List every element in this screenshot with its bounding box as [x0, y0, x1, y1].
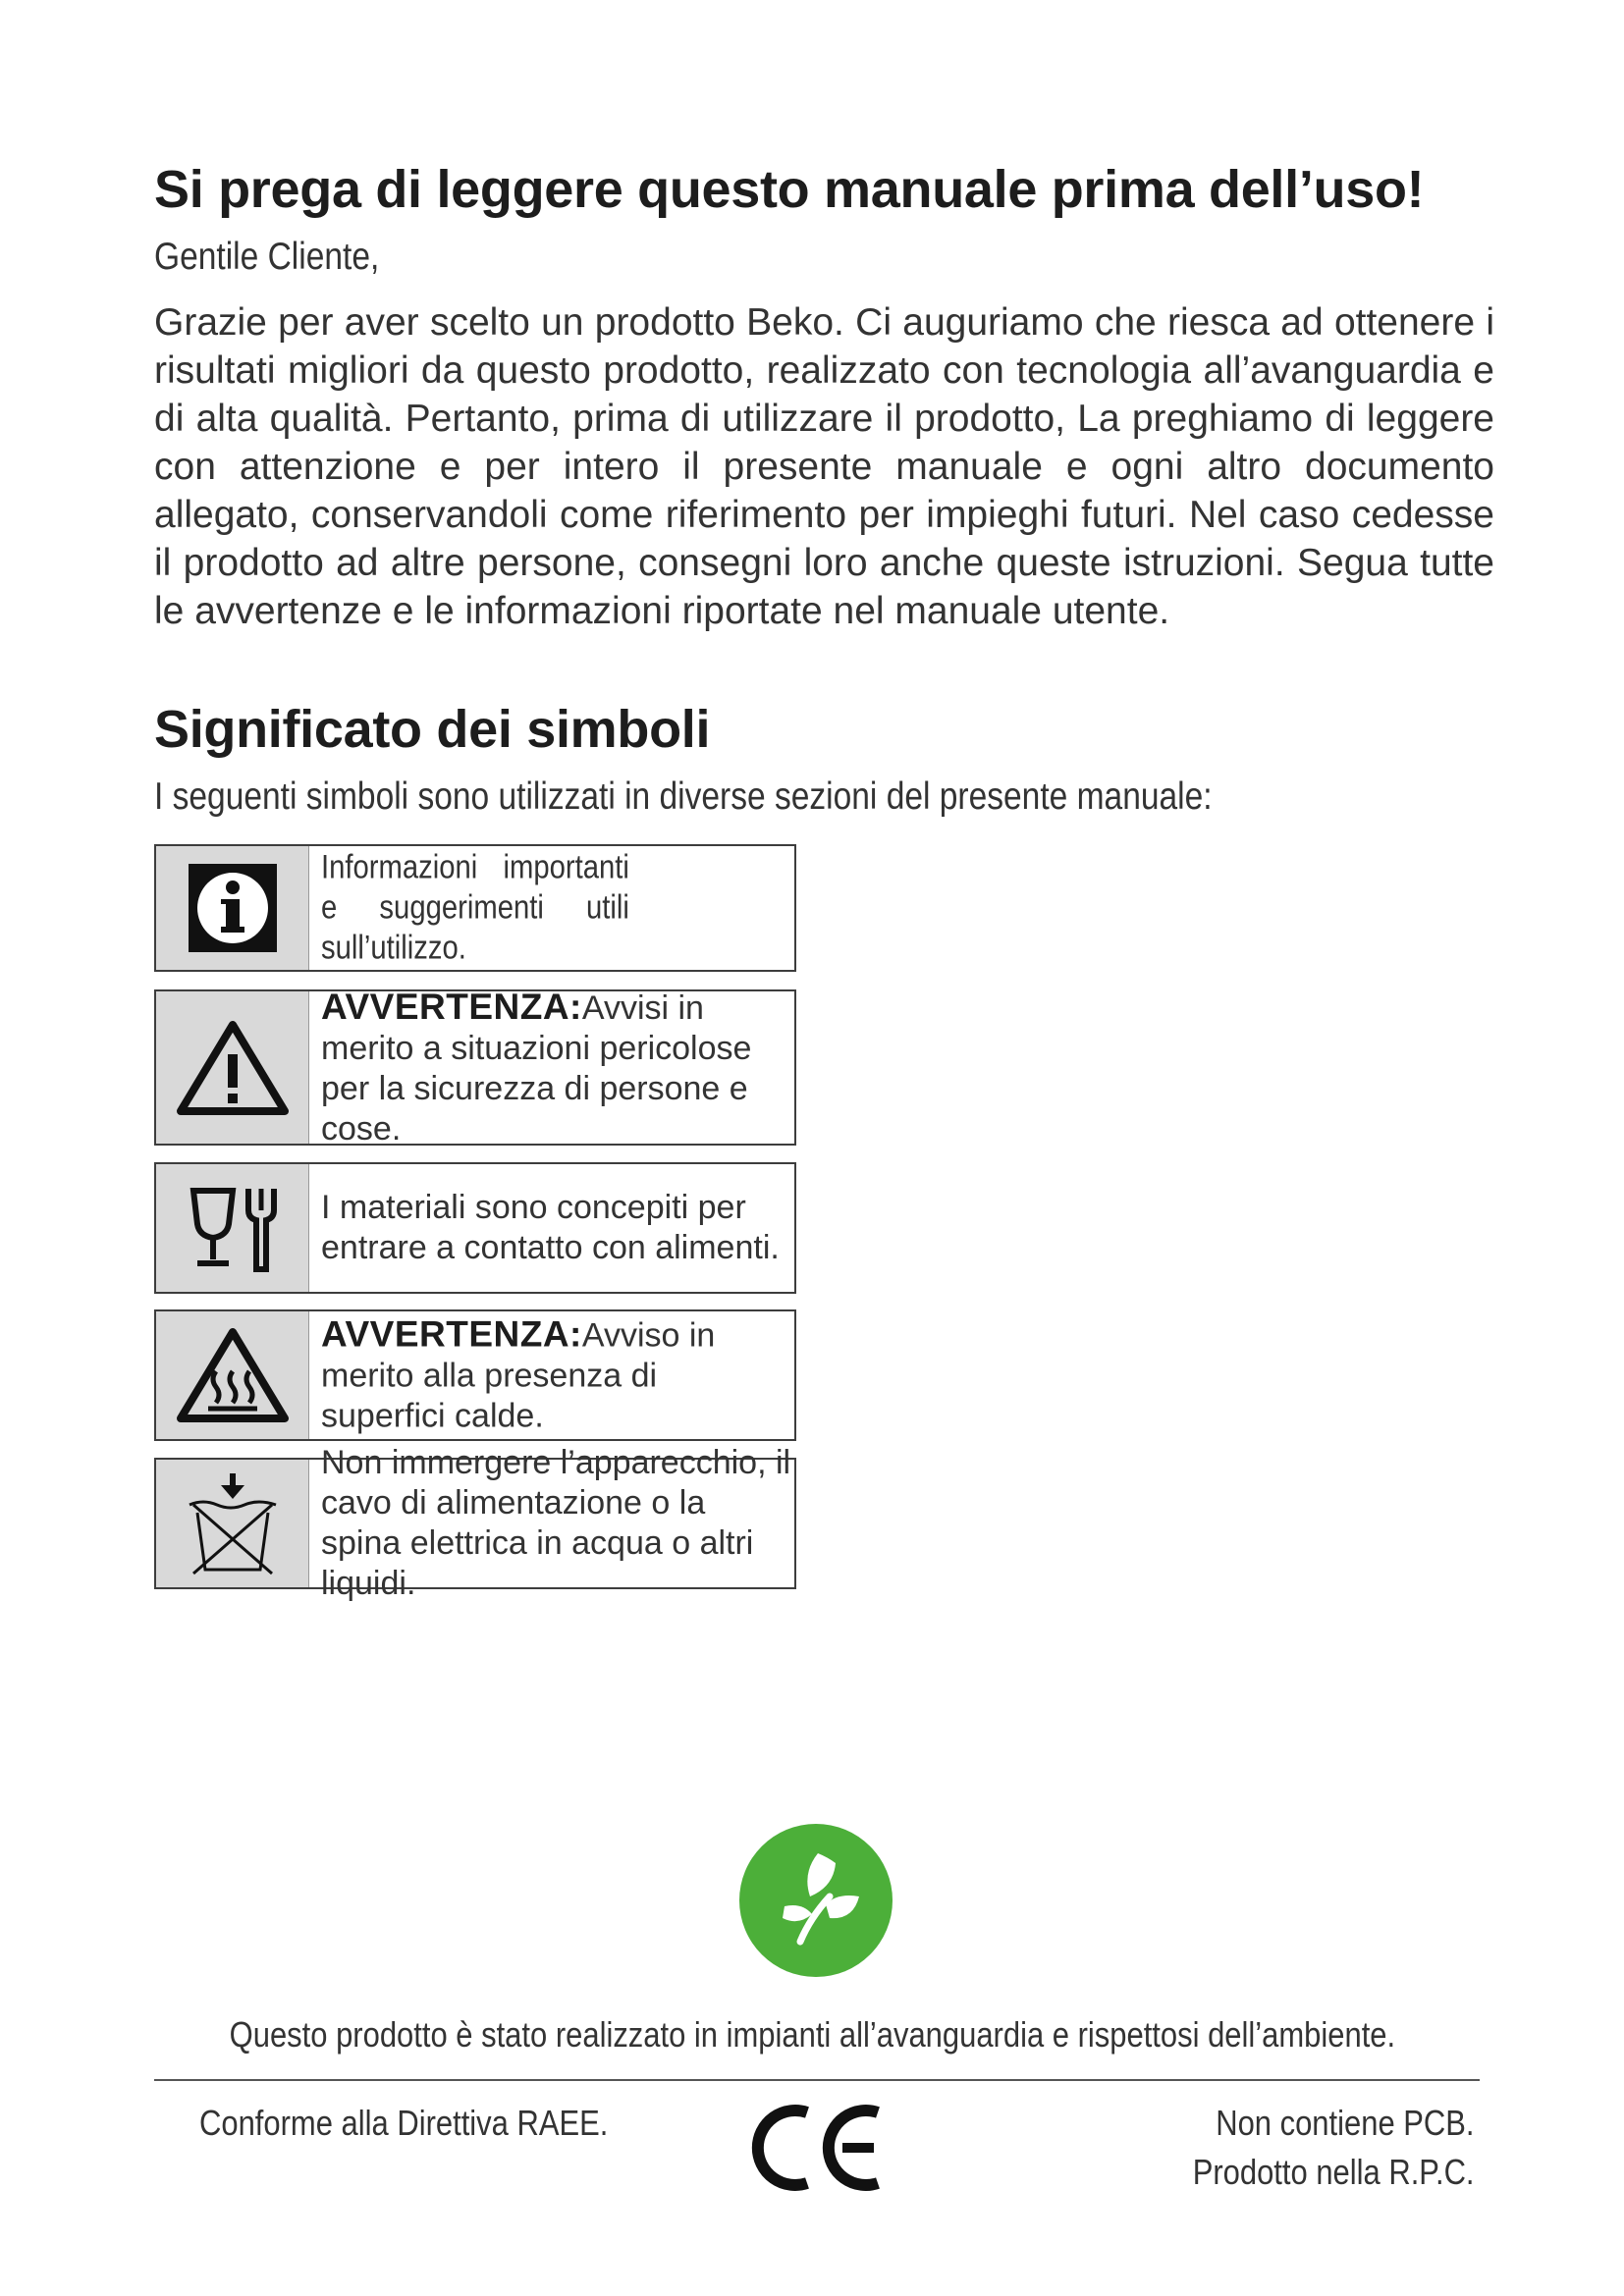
symbols-heading: Significato dei simboli: [154, 700, 711, 759]
page-title: Si prega di leggere questo manuale prima dell’uso!: [154, 160, 1425, 219]
pcb-origin-info: [1193, 2099, 1475, 2197]
symbol-row-hot: [154, 1309, 796, 1441]
symbol-row-immerse: [154, 1444, 796, 1602]
symbol-row-info: [154, 844, 796, 972]
hot-surface-icon: [156, 1311, 309, 1439]
symbol-desc: Non immergere l’apparecchio, il cavo di alimentazione o la spina elettrica in acqua o altri liquidi.: [321, 1444, 791, 1602]
symbol-text-info: [321, 848, 786, 969]
symbol-text-immerse: [321, 1443, 792, 1604]
pcb-statement: Non contiene PCB.: [1216, 2103, 1475, 2143]
symbol-text-hot: [321, 1314, 783, 1437]
symbol-desc: Avvisi in merito a situazioni pericolose per la sicurezza di persone e cose.: [321, 988, 752, 1148]
symbols-subtitle: I seguenti simboli sono utilizzati in diverse sezioni del presente manuale:: [154, 775, 1213, 818]
symbol-desc: I materiali sono concepiti per entrare a contatto con alimenti.: [321, 1189, 780, 1266]
greeting: Gentile Cliente,: [154, 236, 380, 278]
warning-label: AVVERTENZA:: [321, 986, 582, 1027]
made-in-statement: Prodotto nella R.P.C.: [1193, 2152, 1475, 2192]
do-not-immerse-icon: [156, 1460, 309, 1587]
symbol-desc: Avviso in merito alla presenza di superfici calde.: [321, 1316, 716, 1435]
warning-label: AVVERTENZA:: [321, 1313, 582, 1355]
info-icon: [156, 846, 309, 970]
eco-statement: Questo prodotto è stato realizzato in impianti all’avanguardia e rispettosi dell’ambiente.: [229, 2014, 1395, 2055]
symbol-desc: Informazioni importanti e suggerimenti utili sull’utilizzo.: [321, 848, 629, 967]
symbol-row-food: [154, 1162, 796, 1294]
symbol-text-warning: [321, 987, 783, 1149]
food-contact-icon: [156, 1164, 309, 1292]
intro-paragraph: Grazie per aver scelto un prodotto Beko. Ci auguriamo che riesca ad ottenere i risultati migliori da questo prodotto, realizzato con tecnologia all’avanguardia e di alta qualità. Pertanto, prima di utilizzare il prodotto, La preghiamo di leggere con attenzione e per intero il presente manuale e ogni altro documento allegato, conservandoli come riferimento per impieghi futuri. Nel caso cedesse il prodotto ad altre persone, consegni loro anche queste istruzioni. Segua tutte le avvertenze e le informazioni riportate nel manuale utente.: [154, 301, 1494, 632]
eco-leaf-icon: [739, 1824, 893, 1977]
warning-icon: [156, 991, 309, 1144]
symbol-row-warning: [154, 986, 796, 1148]
symbol-text-food: [321, 1188, 783, 1268]
divider: [154, 2079, 1480, 2081]
raee-compliance: Conforme alla Direttiva RAEE.: [199, 2103, 609, 2143]
ce-mark-icon: [748, 2099, 886, 2197]
